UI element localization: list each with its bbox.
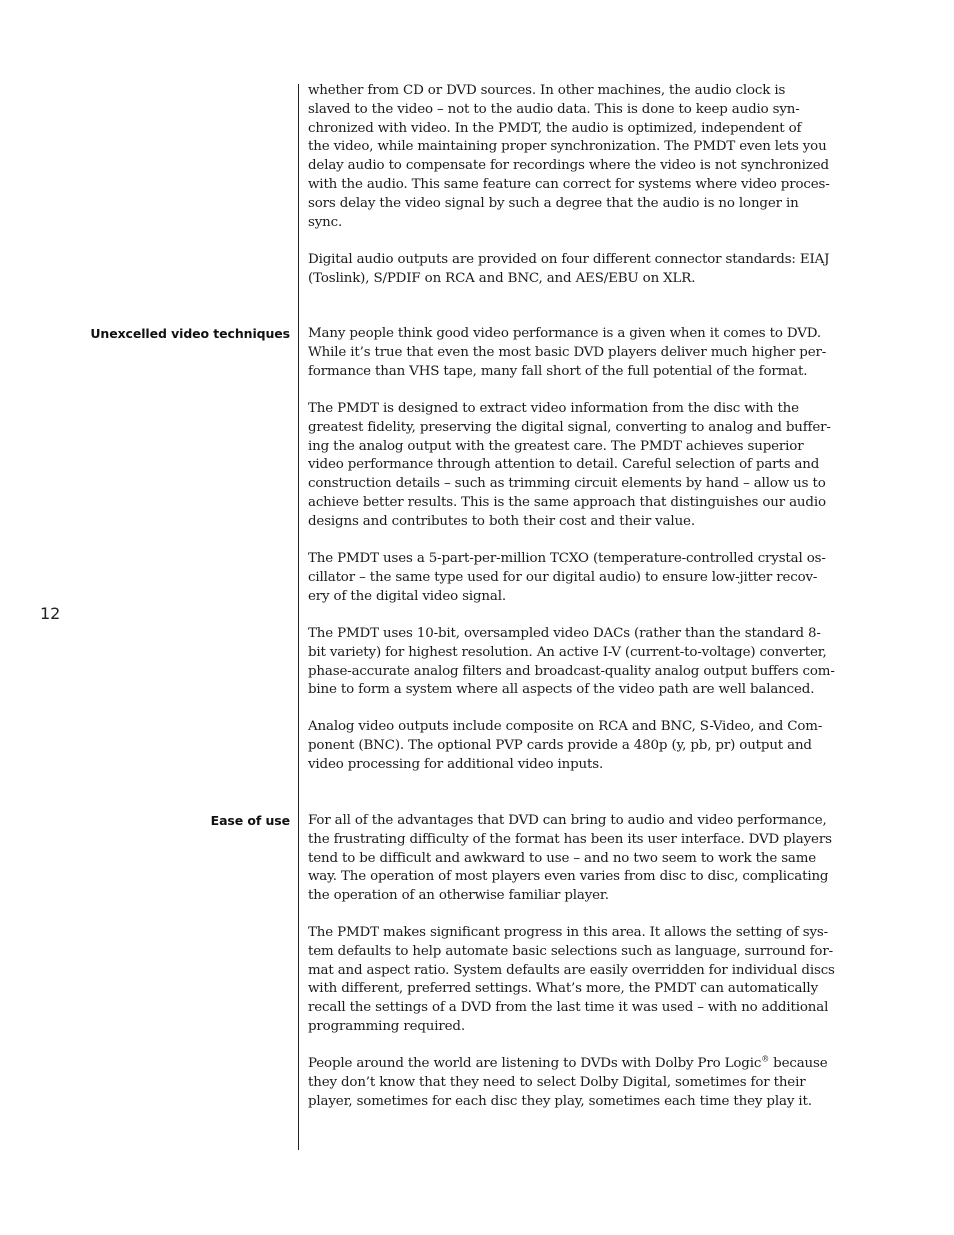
text-line: greatest fidelity, preserving the digital signal, converting to analog and buffer- [308, 419, 831, 435]
text-line: sync. [308, 214, 343, 230]
heading-ease-of-use: Ease of use [210, 813, 290, 828]
text-line: Many people think good video performance is a given when it comes to DVD. [308, 326, 821, 341]
text-line: While it’s true that even the most basic DVD players deliver much higher per- [308, 344, 827, 360]
text-line: The PMDT uses a 5-part-per-million TCXO (temperature-controlled crystal os- [308, 551, 826, 566]
text-line: sors delay the video signal by such a degree that the audio is no longer in [308, 195, 799, 211]
text-line: phase-accurate analog filters and broadcast-quality analog output buffers com- [308, 663, 835, 679]
vertical-rule [298, 84, 299, 1150]
paragraph [308, 625, 844, 700]
page-number: 12 [40, 604, 61, 623]
text-line: player, sometimes for each disc they play, sometimes each time they play it. [308, 1093, 812, 1109]
paragraph [308, 924, 844, 1037]
text-line: video performance through attention to detail. Careful selection of parts and [308, 457, 820, 473]
text-line: The PMDT makes significant progress in this area. It allows the setting of sys- [308, 925, 829, 940]
text-line: the frustrating difficulty of the format has been its user interface. DVD players [308, 831, 832, 847]
text-line: The PMDT uses 10-bit, oversampled video DACs (rather than the standard 8- [308, 626, 821, 641]
text-line: achieve better results. This is the same approach that distinguishes our audio [308, 494, 826, 510]
text-line: whether from CD or DVD sources. In other machines, the audio clock is [308, 83, 786, 98]
text-line: ing the analog output with the greatest care. The PMDT achieves superior [308, 438, 804, 454]
dolby-line-end: because [769, 1056, 828, 1071]
text-line: slaved to the video – not to the audio data. This is done to keep audio syn- [308, 101, 800, 117]
paragraph [308, 251, 844, 289]
text-line: The PMDT is designed to extract video information from the disc with the [308, 401, 799, 416]
paragraph [308, 325, 844, 381]
paragraph [308, 812, 844, 906]
text-line: designs and contributes to both their cost and their value. [308, 513, 695, 529]
text-line: video processing for additional video inputs. [308, 756, 604, 772]
text-line: cillator – the same type used for our digital audio) to ensure low-jitter recov- [308, 569, 818, 585]
paragraph [308, 400, 844, 532]
paragraph-dolby [308, 1055, 844, 1111]
text-line: For all of the advantages that DVD can bring to audio and video performance, [308, 813, 827, 828]
text-line: chronized with video. In the PMDT, the audio is optimized, independent of [308, 120, 802, 136]
text-line: Digital audio outputs are provided on four different connector standards: EIAJ [308, 252, 830, 267]
text-line: bine to form a system where all aspects of the video path are well balanced. [308, 682, 815, 698]
text-line: ery of the digital video signal. [308, 588, 506, 604]
text-line: delay audio to compensate for recordings where the video is not synchronized [308, 158, 829, 174]
dolby-rest-lines [308, 1075, 812, 1109]
text-line: way. The operation of most players even varies from disc to disc, complicating [308, 869, 829, 885]
text-line: (Toslink), S/PDIF on RCA and BNC, and AES/EBU on XLR. [308, 270, 696, 286]
text-line: Analog video outputs include composite on RCA and BNC, S-Video, and Com- [308, 719, 823, 734]
paragraph [308, 82, 844, 232]
paragraph [308, 550, 844, 606]
text-line: tend to be difficult and awkward to use – and no two seem to work the same [308, 850, 817, 866]
dolby-line-start: People around the world are listening to DVDs with Dolby Pro Logic [308, 1056, 762, 1071]
text-line: with the audio. This same feature can correct for systems where video proces- [308, 176, 830, 192]
registered-mark: ® [761, 1054, 770, 1064]
text-line: formance than VHS tape, many fall short of the full potential of the format. [308, 363, 808, 379]
text-line: programming required. [308, 1018, 465, 1034]
text-line: construction details – such as trimming circuit elements by hand – allow us to [308, 476, 826, 492]
text-line: mat and aspect ratio. System defaults are easily overridden for individual discs [308, 962, 835, 978]
text-line: with different, preferred settings. What’s more, the PMDT can automatically [308, 981, 818, 997]
text-line: they don’t know that they need to select Dolby Digital, sometimes for their [308, 1074, 806, 1090]
text-line: recall the settings of a DVD from the last time it was used – with no additional [308, 1000, 829, 1016]
text-line: tem defaults to help automate basic selections such as language, surround for- [308, 943, 833, 959]
paragraph [308, 718, 844, 774]
heading-unexcelled-video: Unexcelled video techniques [90, 326, 290, 341]
text-line: the video, while maintaining proper synchronization. The PMDT even lets you [308, 139, 827, 155]
text-line: the operation of an otherwise familiar player. [308, 888, 609, 904]
text-line: ponent (BNC). The optional PVP cards provide a 480p (y, pb, pr) output and [308, 737, 812, 753]
text-line: bit variety) for highest resolution. An active I-V (current-to-voltage) converter, [308, 644, 827, 660]
